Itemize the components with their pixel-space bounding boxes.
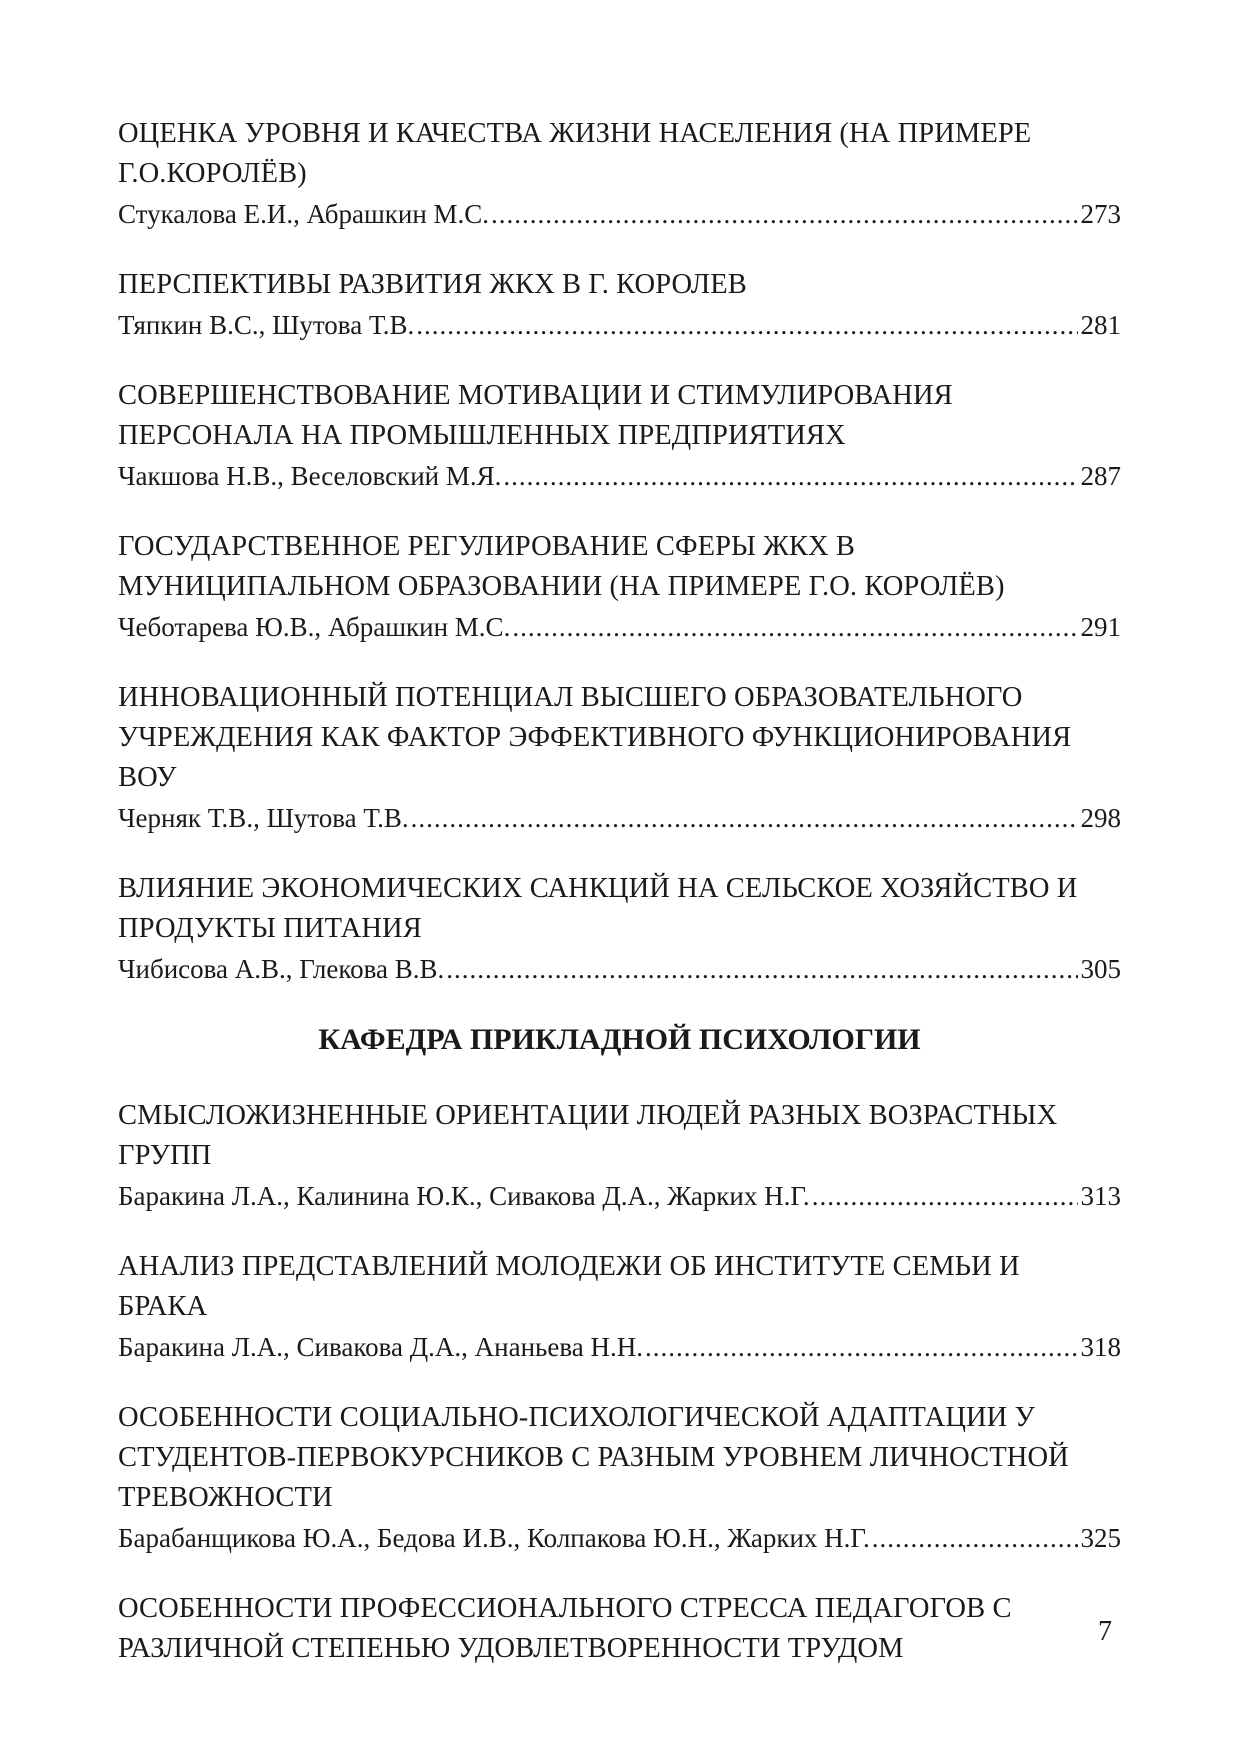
entry-authors: Барабанщикова Ю.А., Бедова И.В., Колпакова Ю.Н., Жарких Н.Г. (118, 1523, 870, 1553)
entry-title-line: ГРУПП (118, 1140, 212, 1171)
entry-title-line: ОСОБЕННОСТИ ПРОФЕССИОНАЛЬНОГО СТРЕССА ПЕДАГОГОВ С (118, 1593, 1012, 1624)
entry-page-number: 287 (1080, 461, 1121, 491)
entry-authors-row (118, 949, 1121, 989)
entry-title-line: Г.О.КОРОЛЁВ) (118, 158, 307, 189)
toc-entry[interactable] (118, 1589, 1121, 1669)
entry-page-number: 298 (1080, 803, 1121, 833)
dot-leader (512, 607, 1077, 647)
entry-authors-row (118, 456, 1121, 496)
toc-entry[interactable] (118, 1096, 1121, 1216)
toc-entry[interactable] (118, 265, 1121, 345)
page-number: 7 (1098, 1616, 1112, 1647)
toc-entry[interactable] (118, 1247, 1121, 1367)
entry-authors: Стукалова Е.И., Абрашкин М.С. (118, 199, 490, 229)
entry-page-number: 313 (1080, 1181, 1121, 1211)
entry-title-line: ТРЕВОЖНОСТИ (118, 1482, 333, 1513)
dot-leader (491, 194, 1077, 234)
toc-entries-group (118, 1096, 1121, 1669)
toc-entry[interactable] (118, 527, 1121, 647)
toc-page (118, 114, 1121, 1700)
toc-entry[interactable] (118, 114, 1121, 234)
entry-authors: Чибисова А.В., Глекова В.В. (118, 954, 445, 984)
toc-entries-group (118, 114, 1121, 989)
entry-title-line: СОВЕРШЕНСТВОВАНИЕ МОТИВАЦИИ И СТИМУЛИРОВАНИЯ (118, 380, 953, 411)
entry-authors-row (118, 194, 1121, 234)
dot-leader (645, 1327, 1078, 1367)
entry-title-line: ИННОВАЦИОННЫЙ ПОТЕНЦИАЛ ВЫСШЕГО ОБРАЗОВАТЕЛЬНОГО (118, 682, 1023, 713)
entry-page-number: 273 (1080, 199, 1121, 229)
entry-authors: Баракина Л.А., Калинина Ю.К., Сивакова Д.А., Жарких Н.Г. (118, 1181, 810, 1211)
entry-title-line: БРАКА (118, 1291, 208, 1322)
entry-title-line: АНАЛИЗ ПРЕДСТАВЛЕНИЙ МОЛОДЕЖИ ОБ ИНСТИТУТЕ СЕМЬИ И (118, 1251, 1020, 1282)
entry-title-line: ОСОБЕННОСТИ СОЦИАЛЬНО-ПСИХОЛОГИЧЕСКОЙ АДАПТАЦИИ У (118, 1402, 1035, 1433)
entry-authors: Черняк Т.В., Шутова Т.В. (118, 803, 409, 833)
dot-leader (446, 949, 1077, 989)
section-heading: КАФЕДРА ПРИКЛАДНОЙ ПСИХОЛОГИИ (318, 1023, 921, 1056)
entry-page-number: 325 (1080, 1523, 1121, 1553)
entry-page-number: 305 (1080, 954, 1121, 984)
entry-title-line: ВЛИЯНИЕ ЭКОНОМИЧЕСКИХ САНКЦИЙ НА СЕЛЬСКОЕ ХОЗЯЙСТВО И (118, 873, 1078, 904)
entry-title-line: УЧРЕЖДЕНИЯ КАК ФАКТОР ЭФФЕКТИВНОГО ФУНКЦИОНИРОВАНИЯ (118, 722, 1072, 753)
entry-authors-row (118, 1327, 1121, 1367)
toc-entry[interactable] (118, 869, 1121, 989)
entry-page-number: 281 (1080, 310, 1121, 340)
entry-page-number: 291 (1080, 612, 1121, 642)
entry-authors-row (118, 607, 1121, 647)
entry-authors: Чакшова Н.В., Веселовский М.Я. (118, 461, 502, 491)
dot-leader (872, 1518, 1078, 1558)
dot-leader (503, 456, 1077, 496)
entry-title-line: ПРОДУКТЫ ПИТАНИЯ (118, 913, 422, 944)
entry-title-line: ОЦЕНКА УРОВНЯ И КАЧЕСТВА ЖИЗНИ НАСЕЛЕНИЯ (НА ПРИМЕРЕ (118, 118, 1032, 149)
entry-authors-row (118, 798, 1121, 838)
toc-entry[interactable] (118, 678, 1121, 838)
entry-title-line: СТУДЕНТОВ-ПЕРВОКУРСНИКОВ С РАЗНЫМ УРОВНЕМ ЛИЧНОСТНОЙ (118, 1442, 1069, 1473)
entry-page-number: 318 (1080, 1332, 1121, 1362)
entry-authors-row (118, 1518, 1121, 1558)
entry-title-line: МУНИЦИПАЛЬНОМ ОБРАЗОВАНИИ (НА ПРИМЕРЕ Г.О. КОРОЛЁВ) (118, 571, 1005, 602)
toc-entry[interactable] (118, 1398, 1121, 1558)
entry-title-line: РАЗЛИЧНОЙ СТЕПЕНЬЮ УДОВЛЕТВОРЕННОСТИ ТРУДОМ (118, 1633, 904, 1664)
entry-title-line: ВОУ (118, 762, 177, 793)
entry-authors: Чеботарева Ю.В., Абрашкин М.С. (118, 612, 511, 642)
dot-leader (812, 1176, 1078, 1216)
entry-authors-row (118, 1176, 1121, 1216)
entry-title-line: ПЕРСОНАЛА НА ПРОМЫШЛЕННЫХ ПРЕДПРИЯТИЯХ (118, 420, 846, 451)
entry-title-line: СМЫСЛОЖИЗНЕННЫЕ ОРИЕНТАЦИИ ЛЮДЕЙ РАЗНЫХ ВОЗРАСТНЫХ (118, 1100, 1058, 1131)
toc-entry[interactable] (118, 376, 1121, 496)
dot-leader (416, 305, 1077, 345)
entry-authors: Тяпкин В.С., Шутова Т.В. (118, 310, 415, 340)
entry-title-line: ГОСУДАРСТВЕННОЕ РЕГУЛИРОВАНИЕ СФЕРЫ ЖКХ В (118, 531, 855, 562)
dot-leader (411, 798, 1078, 838)
entry-authors: Баракина Л.А., Сивакова Д.А., Ананьева Н.Н. (118, 1332, 643, 1362)
entry-title-line: ПЕРСПЕКТИВЫ РАЗВИТИЯ ЖКХ В Г. КОРОЛЕВ (118, 269, 747, 300)
entry-authors-row (118, 305, 1121, 345)
